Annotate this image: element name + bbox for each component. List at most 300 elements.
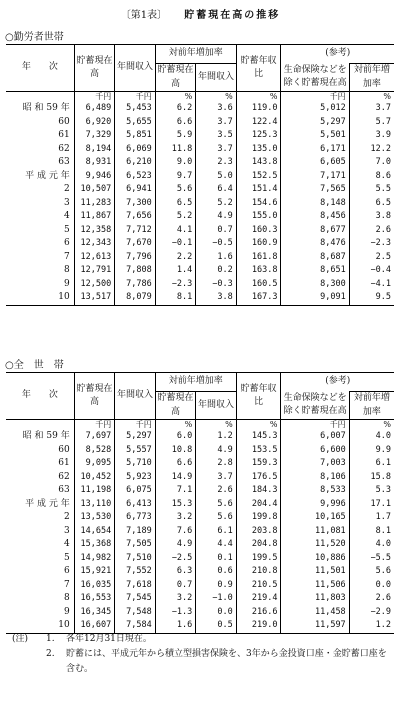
note-number: 2. [46, 649, 55, 659]
value-cell: 6,773 [115, 511, 156, 525]
value-cell: 10,886 [281, 552, 349, 566]
value-cell: 160.9 [236, 237, 281, 251]
value-cell: 0.6 [196, 565, 237, 579]
year-cell: 63 [58, 157, 70, 167]
value-cell: 143.8 [236, 156, 281, 170]
table-row [6, 471, 394, 485]
value-cell: −2.3 [155, 278, 196, 292]
value-cell: 1.7 [349, 511, 394, 525]
value-cell: 7,786 [115, 278, 156, 292]
value-cell: 7,697 [74, 430, 115, 444]
table-row [6, 291, 394, 305]
year-cell: 62 [58, 143, 70, 154]
value-cell: 8,687 [281, 251, 349, 265]
header-savings: 貯蓄現在高 [74, 45, 115, 92]
year-cell: 5 [63, 552, 70, 563]
value-cell: 11,501 [281, 565, 349, 579]
value-cell: 3.8 [349, 210, 394, 224]
value-cell: 11.8 [155, 143, 196, 157]
header-ratio: 貯蓄年収比 [236, 45, 281, 92]
value-cell: 13,530 [74, 511, 115, 525]
value-cell: 9,946 [74, 170, 115, 184]
year-cell: 6 [63, 566, 70, 576]
value-cell: 7,003 [281, 457, 349, 471]
value-cell: 8,106 [281, 471, 349, 485]
value-cell: −0.1 [155, 237, 196, 251]
value-cell: 167.3 [236, 291, 281, 305]
value-cell: 6.5 [349, 197, 394, 211]
value-cell: 6.5 [155, 197, 196, 211]
table-row [6, 183, 394, 197]
header-change-income: 年間収入 [196, 392, 237, 420]
table-row [6, 251, 394, 265]
value-cell: 155.0 [236, 210, 281, 224]
value-cell: 8.6 [349, 170, 394, 184]
unit-label: 千円 [115, 92, 156, 103]
value-cell: 6,413 [115, 498, 156, 512]
header-change-savings: 貯蓄現在高 [155, 64, 196, 92]
value-cell: 7.0 [349, 156, 394, 170]
value-cell: 5.0 [196, 170, 237, 184]
value-cell: 1.4 [155, 264, 196, 278]
value-cell: −2.3 [349, 237, 394, 251]
value-cell: 6.3 [155, 565, 196, 579]
value-cell: 8,677 [281, 224, 349, 238]
value-cell: 0.7 [155, 579, 196, 593]
value-cell: 5.9 [155, 129, 196, 143]
table-row [6, 511, 394, 525]
value-cell: 7,510 [115, 552, 156, 566]
value-cell: 1.2 [196, 430, 237, 444]
value-cell: 2.6 [349, 224, 394, 238]
note-text: 貯蓄には、平成元年から積立型損害保険を、3年から金投資口座・金貯蓄口座を含む。 [66, 649, 387, 674]
table-row [6, 156, 394, 170]
value-cell: 6,489 [74, 102, 115, 116]
value-cell: 6,210 [115, 156, 156, 170]
value-cell: 8,300 [281, 278, 349, 292]
header-savings: 貯蓄現在高 [74, 373, 115, 420]
value-cell: 204.8 [236, 538, 281, 552]
value-cell: 145.3 [236, 430, 281, 444]
value-cell: 8,194 [74, 143, 115, 157]
year-cell: 平 成 元 年 [25, 498, 70, 509]
value-cell: 3.9 [349, 129, 394, 143]
value-cell: 0.7 [196, 224, 237, 238]
value-cell: 6,941 [115, 183, 156, 197]
section-label-worker: ○勤労者世帯 [5, 32, 64, 43]
table-row [6, 444, 394, 458]
value-cell: 5.5 [349, 183, 394, 197]
value-cell: 15.8 [349, 471, 394, 485]
value-cell: 11,506 [281, 579, 349, 593]
table-row [6, 552, 394, 566]
value-cell: 160.3 [236, 224, 281, 238]
note-number: 1. [46, 634, 55, 644]
value-cell: 12,500 [74, 278, 115, 292]
value-cell: 6,605 [281, 156, 349, 170]
table-row [6, 606, 394, 620]
year-cell: 6 [63, 238, 70, 248]
value-cell: 6,920 [74, 116, 115, 130]
table-row [6, 224, 394, 238]
value-cell: 219.0 [236, 619, 281, 633]
unit-label: % [196, 92, 237, 103]
value-cell: 8,476 [281, 237, 349, 251]
value-cell: 14,982 [74, 552, 115, 566]
value-cell: 6.6 [155, 457, 196, 471]
value-cell: 7,712 [115, 224, 156, 238]
value-cell: 4.0 [349, 538, 394, 552]
value-cell: 3.6 [196, 102, 237, 116]
value-cell: −1.0 [196, 592, 237, 606]
unit-blank [6, 92, 74, 103]
table-row [6, 525, 394, 539]
value-cell: 12,791 [74, 264, 115, 278]
table-row [6, 129, 394, 143]
value-cell: 5,655 [115, 116, 156, 130]
value-cell: 2.3 [196, 156, 237, 170]
header-ref: (参考) [281, 373, 394, 392]
value-cell: 7.6 [155, 525, 196, 539]
value-cell: 2.5 [349, 251, 394, 265]
value-cell: 16,607 [74, 619, 115, 633]
value-cell: 11,081 [281, 525, 349, 539]
value-cell: 2.6 [196, 484, 237, 498]
table-row [6, 538, 394, 552]
value-cell: 11,597 [281, 619, 349, 633]
value-cell: −2.5 [155, 552, 196, 566]
value-cell: 4.0 [349, 430, 394, 444]
value-cell: 5,012 [281, 102, 349, 116]
value-cell: 6.6 [155, 116, 196, 130]
value-cell: 11,198 [74, 484, 115, 498]
value-cell: 7,552 [115, 565, 156, 579]
value-cell: 10,165 [281, 511, 349, 525]
note-row [12, 632, 392, 647]
unit-label: 千円 [115, 420, 156, 431]
year-cell: 10 [6, 291, 74, 305]
value-cell: 3.7 [196, 116, 237, 130]
value-cell: 3.8 [196, 291, 237, 305]
unit-label: % [236, 92, 281, 103]
value-cell: 9,091 [281, 291, 349, 305]
value-cell: −5.5 [349, 552, 394, 566]
value-cell: 6.2 [155, 102, 196, 116]
value-cell: 7,796 [115, 251, 156, 265]
unit-label: 千円 [74, 92, 115, 103]
value-cell: 122.4 [236, 116, 281, 130]
table-row [6, 565, 394, 579]
table-row [6, 102, 394, 116]
unit-label: % [349, 420, 394, 431]
table-row [6, 430, 394, 444]
value-cell: 11,867 [74, 210, 115, 224]
header-income: 年間収入 [115, 373, 156, 420]
value-cell: 7,670 [115, 237, 156, 251]
year-cell: 60 [58, 444, 70, 455]
table-heading: 貯蓄現在高の推移 [184, 10, 281, 21]
header-ref-life: 生命保険などを除く貯蓄現在高 [281, 392, 349, 420]
value-cell: −0.3 [196, 278, 237, 292]
year-cell: 7 [63, 579, 70, 590]
value-cell: 184.3 [236, 484, 281, 498]
value-cell: 2.2 [155, 251, 196, 265]
section-label-all: ○全 世 帯 [5, 360, 64, 371]
table-row [6, 278, 394, 292]
value-cell: 219.4 [236, 592, 281, 606]
value-cell: 5,710 [115, 457, 156, 471]
year-cell: 60 [58, 116, 70, 127]
value-cell: 159.3 [236, 457, 281, 471]
value-cell: 6.4 [196, 183, 237, 197]
value-cell: 4.4 [196, 538, 237, 552]
value-cell: 5,297 [115, 430, 156, 444]
value-cell: 8,148 [281, 197, 349, 211]
value-cell: 11,283 [74, 197, 115, 211]
value-cell: 8.1 [349, 525, 394, 539]
value-cell: 199.5 [236, 552, 281, 566]
value-cell: 12,343 [74, 237, 115, 251]
value-cell: 4.9 [155, 538, 196, 552]
value-cell: 11,458 [281, 606, 349, 620]
header-ref-change: 対前年増加率 [349, 392, 394, 420]
table-row [6, 457, 394, 471]
value-cell: 5,453 [115, 102, 156, 116]
value-cell: 3.2 [155, 592, 196, 606]
value-cell: 0.2 [196, 264, 237, 278]
value-cell: 6,075 [115, 484, 156, 498]
value-cell: 12.2 [349, 143, 394, 157]
value-cell: 3.7 [196, 143, 237, 157]
value-cell: −0.4 [349, 264, 394, 278]
value-cell: 163.8 [236, 264, 281, 278]
value-cell: 9,095 [74, 457, 115, 471]
year-cell: 5 [63, 224, 70, 235]
value-cell: 0.0 [349, 579, 394, 593]
header-ref: (参考) [281, 45, 394, 64]
all-households-table [6, 372, 394, 634]
value-cell: 176.5 [236, 471, 281, 485]
table-title [0, 6, 401, 21]
notes-label: (注) [12, 634, 29, 644]
value-cell: 8,651 [281, 264, 349, 278]
value-cell: 8,528 [74, 444, 115, 458]
value-cell: 14.9 [155, 471, 196, 485]
value-cell: 3.5 [196, 129, 237, 143]
table-row [6, 498, 394, 512]
value-cell: 5.2 [196, 197, 237, 211]
value-cell: 4.9 [196, 210, 237, 224]
value-cell: 7,329 [74, 129, 115, 143]
value-cell: 4.9 [196, 444, 237, 458]
year-cell: 4 [63, 539, 70, 549]
year-cell: 62 [58, 471, 70, 482]
table-number: 〔第1表〕 [120, 10, 168, 21]
value-cell: 11,520 [281, 538, 349, 552]
value-cell: 7,545 [115, 592, 156, 606]
value-cell: 161.8 [236, 251, 281, 265]
year-cell: 63 [58, 485, 70, 495]
value-cell: 7,548 [115, 606, 156, 620]
value-cell: 12,358 [74, 224, 115, 238]
table-row [6, 210, 394, 224]
year-cell: 4 [63, 211, 70, 221]
value-cell: 3.2 [155, 511, 196, 525]
value-cell: 16,345 [74, 606, 115, 620]
value-cell: 12,613 [74, 251, 115, 265]
value-cell: 8.1 [155, 291, 196, 305]
unit-label: % [349, 92, 394, 103]
value-cell: 5,557 [115, 444, 156, 458]
year-cell: 8 [63, 265, 70, 275]
value-cell: −2.9 [349, 606, 394, 620]
note-row [12, 647, 392, 677]
notes [12, 632, 392, 677]
value-cell: 8,533 [281, 484, 349, 498]
value-cell: 10,507 [74, 183, 115, 197]
year-cell: 2 [63, 512, 70, 522]
value-cell: 199.8 [236, 511, 281, 525]
value-cell: 5.2 [155, 210, 196, 224]
worker-households-table [6, 44, 394, 306]
value-cell: −1.3 [155, 606, 196, 620]
value-cell: 6,069 [115, 143, 156, 157]
value-cell: 6,600 [281, 444, 349, 458]
year-cell: 昭 和 59 年 [22, 431, 70, 441]
value-cell: 5.6 [196, 511, 237, 525]
value-cell: 16,035 [74, 579, 115, 593]
value-cell: 1.6 [155, 619, 196, 633]
value-cell: 7,565 [281, 183, 349, 197]
header-change-group: 対前年増加率 [155, 45, 236, 64]
table-row [6, 592, 394, 606]
header-change-group: 対前年増加率 [155, 373, 236, 392]
value-cell: 9.5 [349, 291, 394, 305]
value-cell: 0.1 [196, 552, 237, 566]
value-cell: 0.5 [196, 619, 237, 633]
value-cell: 9.9 [349, 444, 394, 458]
table-row [6, 143, 394, 157]
value-cell: 7,656 [115, 210, 156, 224]
year-cell: 8 [63, 593, 70, 603]
value-cell: 5.6 [155, 183, 196, 197]
header-change-savings: 貯蓄現在高 [155, 392, 196, 420]
value-cell: 8,079 [115, 291, 156, 305]
header-ref-change: 対前年増加率 [349, 64, 394, 92]
value-cell: 7,171 [281, 170, 349, 184]
value-cell: 7,300 [115, 197, 156, 211]
value-cell: 154.6 [236, 197, 281, 211]
value-cell: 11,803 [281, 592, 349, 606]
value-cell: 15,921 [74, 565, 115, 579]
unit-blank [6, 420, 74, 431]
header-ref-life: 生命保険などを除く貯蓄現在高 [281, 64, 349, 92]
unit-label: % [155, 420, 196, 431]
value-cell: 125.3 [236, 129, 281, 143]
year-cell: 2 [63, 184, 70, 194]
value-cell: 2.8 [196, 457, 237, 471]
value-cell: 5,297 [281, 116, 349, 130]
unit-label: % [155, 92, 196, 103]
value-cell: 2.6 [349, 592, 394, 606]
year-cell: 61 [58, 130, 70, 140]
value-cell: 1.6 [196, 251, 237, 265]
value-cell: 17.1 [349, 498, 394, 512]
value-cell: 9.0 [155, 156, 196, 170]
value-cell: 135.0 [236, 143, 281, 157]
unit-label: % [196, 420, 237, 431]
value-cell: 152.5 [236, 170, 281, 184]
value-cell: 7,584 [115, 619, 156, 633]
unit-label: 千円 [281, 92, 349, 103]
value-cell: 7,808 [115, 264, 156, 278]
value-cell: 5,501 [281, 129, 349, 143]
header-year: 年 次 [6, 45, 74, 92]
year-cell: 3 [63, 525, 70, 536]
value-cell: 13,110 [74, 498, 115, 512]
header-change-income: 年間収入 [196, 64, 237, 92]
unit-label: % [236, 420, 281, 431]
value-cell: 15.3 [155, 498, 196, 512]
value-cell: 10,452 [74, 471, 115, 485]
value-cell: 13,517 [74, 291, 115, 305]
value-cell: 7.1 [155, 484, 196, 498]
value-cell: 6,007 [281, 430, 349, 444]
header-year: 年 次 [6, 373, 74, 420]
value-cell: 160.5 [236, 278, 281, 292]
note-text: 各年12月31日現在。 [66, 634, 152, 644]
value-cell: 5,851 [115, 129, 156, 143]
year-cell: 平 成 元 年 [25, 170, 70, 181]
value-cell: −4.1 [349, 278, 394, 292]
table-row [6, 264, 394, 278]
value-cell: 3.7 [349, 102, 394, 116]
unit-label: 千円 [281, 420, 349, 431]
value-cell: 15,368 [74, 538, 115, 552]
value-cell: 203.8 [236, 525, 281, 539]
value-cell: 7,618 [115, 579, 156, 593]
table-row [6, 116, 394, 130]
value-cell: 14,654 [74, 525, 115, 539]
value-cell: 7,189 [115, 525, 156, 539]
value-cell: 8,456 [281, 210, 349, 224]
year-cell: 9 [63, 606, 70, 617]
value-cell: 3.7 [196, 471, 237, 485]
value-cell: 204.4 [236, 498, 281, 512]
table-row [6, 170, 394, 184]
value-cell: 5.6 [349, 565, 394, 579]
value-cell: 5.7 [349, 116, 394, 130]
value-cell: 10.8 [155, 444, 196, 458]
value-cell: 216.6 [236, 606, 281, 620]
value-cell: 0.9 [196, 579, 237, 593]
table-row [6, 484, 394, 498]
year-cell: 9 [63, 278, 70, 289]
year-cell: 3 [63, 197, 70, 208]
value-cell: 0.0 [196, 606, 237, 620]
value-cell: 8,931 [74, 156, 115, 170]
table-row [6, 197, 394, 211]
value-cell: 5.6 [196, 498, 237, 512]
unit-label: 千円 [74, 420, 115, 431]
value-cell: 6.1 [349, 457, 394, 471]
value-cell: 5.3 [349, 484, 394, 498]
value-cell: 1.2 [349, 619, 394, 633]
year-cell: 昭 和 59 年 [22, 103, 70, 113]
value-cell: 119.0 [236, 102, 281, 116]
value-cell: 210.5 [236, 579, 281, 593]
value-cell: 6,523 [115, 170, 156, 184]
